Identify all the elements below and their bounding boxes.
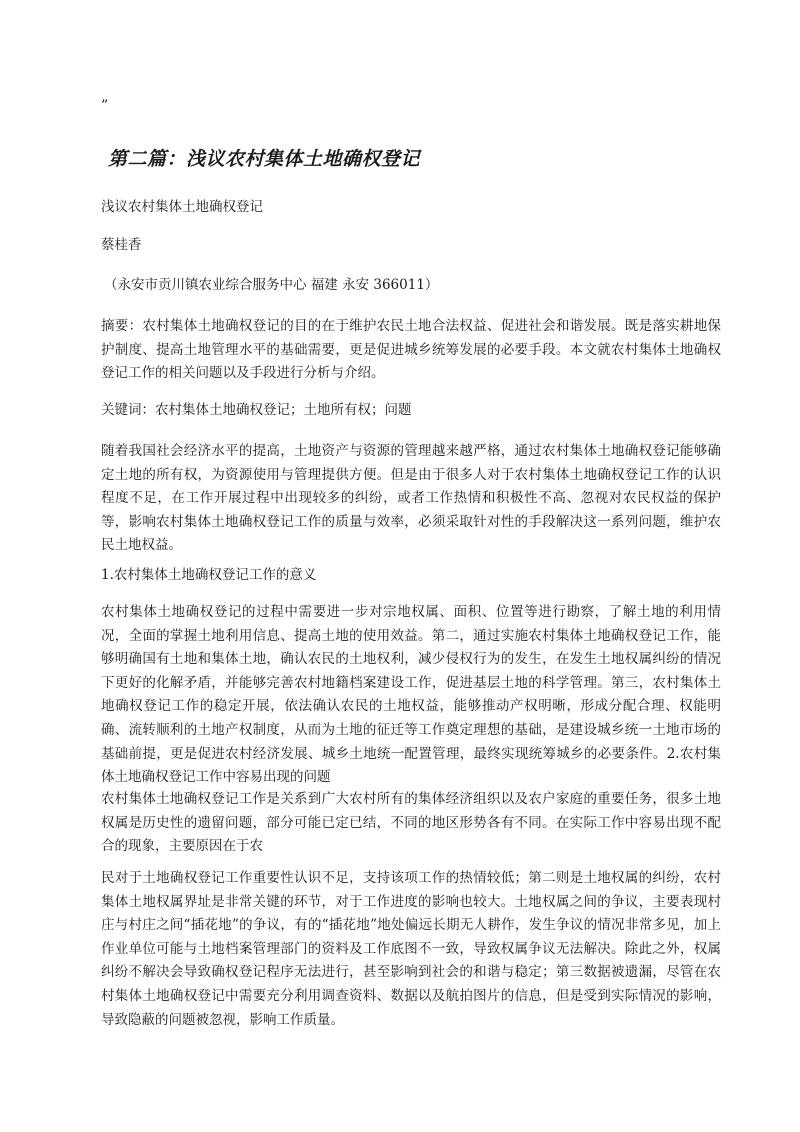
- section2-paragraph-1: 农村集体土地确权登记工作是关系到广大农村所有的集体经济组织以及农户家庭的重要任务，很多土地权属是历史性的遗留问题，部分可能已定已结，不同的地区形势各有不同。在实际工作中容易出现不配合的现象，主要原因在于农: [101, 791, 721, 855]
- section2-paragraph-2: 民对于土地确权登记工作重要性认识不足，支持该项工作的热情较低；第二则是土地权属的纠纷，农村集体土地权属界址是非常关键的环节，对于工作进度的影响也较大。土地权属之间的争议，主要表现村庄与村庄之间“插花地”的争议，有的“插花地”地处偏远长期无人耕作，发生争议的情况非常多见，加上作业单位可能与土地档案管理部门的资料及工作底图不一致，导致权属争议无法解决。除此之外，权属纠纷不解决会导致确权登记程序无法进行，甚至影响到社会的和谐与稳定；第三数据被遗漏，尽管在农村集体土地确权登记中需要充分利用调查资料、数据以及航拍图片的信息，但是受到实际情况的影响，导致隐蔽的问题被忽视，影响工作质量。: [101, 870, 721, 1028]
- intro-paragraph: 随着我国社会经济水平的提高，土地资产与资源的管理越来越严格，通过农村集体土地确权登记能够确定土地的所有权，为资源使用与管理提供方便。但是由于很多人对于农村集体土地确权登记工作的认识程度不足，在工作开展过程中出现较多的纠纷，或者工作热情和积极性不高、忽视对农民权益的保护等，影响农村集体土地确权登记工作的质量与效率，必须采取针对性的手段解决这一系列问题，维护农民土地权益。: [101, 443, 721, 554]
- section1-title: 1.农村集体土地确权登记工作的意义: [101, 567, 317, 583]
- section-heading: 第二篇：浅议农村集体土地确权登记: [108, 148, 421, 170]
- section1-paragraph: 农村集体土地确权登记的过程中需要进一步对宗地权属、面积、位置等进行勘察，了解土地的利用情况，全面的掌握土地利用信息、提高土地的使用效益。第二，通过实施农村集体土地确权登记工作，能够明确国有土地和集体土地，确认农民的土地权利，减少侵权行为的发生，在发生土地权属纠纷的情况下更好的化解矛盾，并能够完善农村地籍档案建设工作，促进基层土地的科学管理。第三，农村集体土地确权登记工作的稳定开展，依法确认农民的土地权益，能够推动产权明晰，形成分配合理、权能明确、流转顺利的土地产权制度，从而为土地的征迁等工作奠定理想的基础，是建设城乡统一土地市场的基础前提，更是促进农村经济发展、城乡土地统一配置管理，最终实现统筹城乡的必要条件。2.农村集体土地确权登记工作中容易出现的问题: [101, 604, 721, 786]
- author-affiliation: （永安市贡川镇农业综合服务中心 福建 永安 366011）: [104, 277, 439, 293]
- closing-quote-mark: ”: [101, 98, 109, 114]
- author-name: 蔡桂香: [101, 237, 142, 253]
- article-title: 浅议农村集体土地确权登记: [101, 199, 263, 215]
- keywords-line: 关键词：农村集体土地确权登记；土地所有权；问题: [101, 402, 412, 418]
- abstract-paragraph: 摘要：农村集体土地确权登记的目的在于维护农民土地合法权益、促进社会和谐发展。既是落实耕地保护制度、提高土地管理水平的基础需要，更是促进城乡统筹发展的必要手段。本文就农村集体土地确权登记工作的相关问题以及手段进行分析与介绍。: [101, 318, 721, 382]
